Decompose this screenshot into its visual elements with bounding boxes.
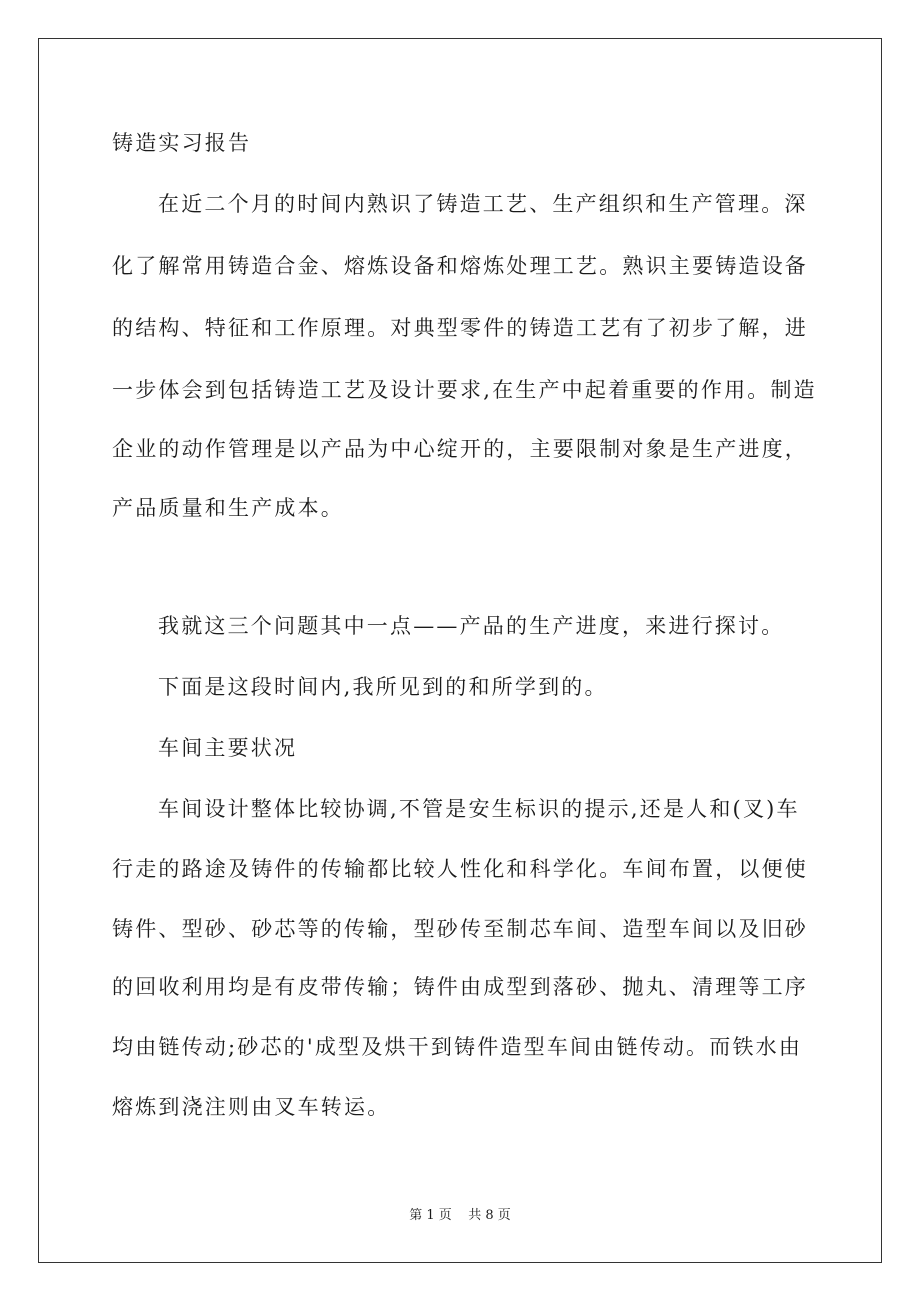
page-number-footer: 第 1 页 共 8 页	[409, 1208, 511, 1223]
paragraph-4-line-6: 熔炼到浇注则由叉车转运。	[112, 1095, 391, 1119]
paragraph-4-line-1: 车间设计整体比较协调,不管是安生标识的提示,还是人和(叉)车	[158, 797, 800, 821]
paragraph-2: 我就这三个问题其中一点——产品的生产进度，来进行探讨。	[158, 614, 785, 638]
paragraph-1-line-4: 一步体会到包括铸造工艺及设计要求,在生产中起着重要的作用。制造	[112, 378, 817, 402]
paragraph-1-line-1: 在近二个月的时间内熟识了铸造工艺、生产组织和生产管理。深	[158, 192, 808, 216]
page-border	[38, 38, 882, 1263]
paragraph-4-line-2: 行走的路途及铸件的传输都比较人性化和科学化。车间布置，以便使	[112, 857, 808, 881]
paragraph-1-line-6: 产品质量和生产成本。	[112, 496, 344, 520]
paragraph-1-line-5: 企业的动作管理是以产品为中心绽开的，主要限制对象是生产进度，	[112, 437, 808, 461]
paragraph-3: 下面是这段时间内,我所见到的和所学到的。	[158, 675, 608, 699]
paragraph-4-line-3: 铸件、型砂、砂芯等的传输，型砂传至制芯车间、造型车间以及旧砂	[112, 917, 808, 941]
paragraph-1-line-3: 的结构、特征和工作原理。对典型零件的铸造工艺有了初步了解，进	[112, 316, 808, 340]
paragraph-4-line-4: 的回收利用均是有皮带传输；铸件由成型到落砂、抛丸、清理等工序	[112, 975, 808, 999]
paragraph-1-line-2: 化了解常用铸造合金、熔炼设备和熔炼处理工艺。熟识主要铸造设备	[112, 254, 808, 278]
document-title: 铸造实习报告	[112, 131, 252, 155]
section-heading: 车间主要状况	[158, 736, 298, 760]
paragraph-4-line-5: 均由链传动;砂芯的'成型及烘干到铸件造型车间由链传动。而铁水由	[112, 1035, 803, 1059]
